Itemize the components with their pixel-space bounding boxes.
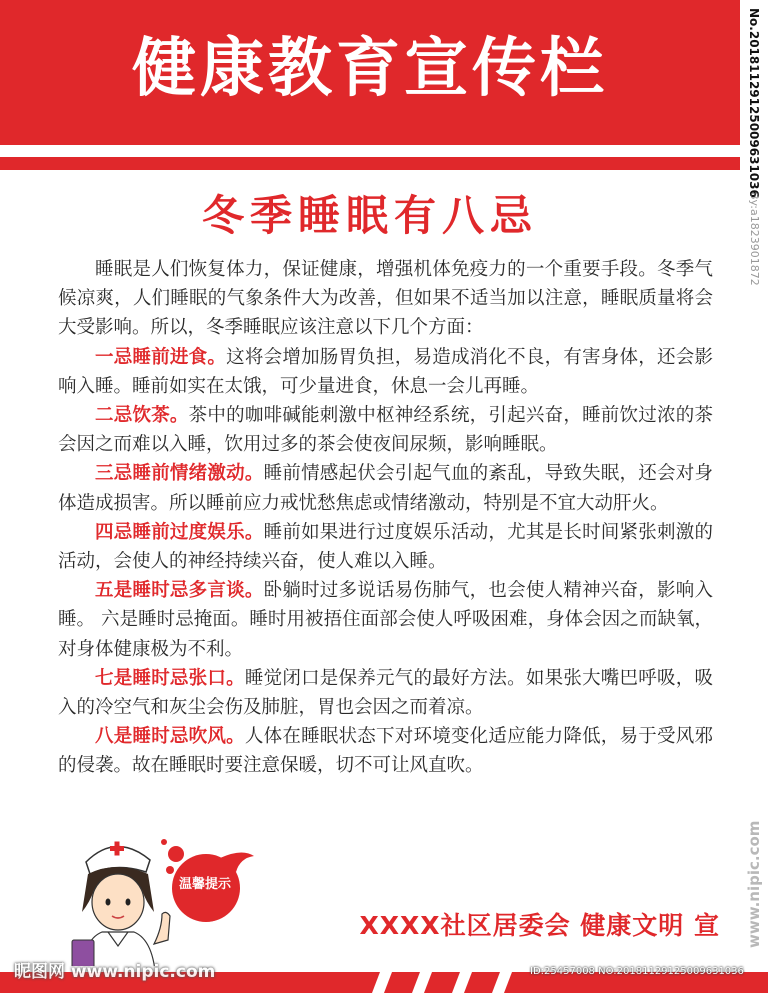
item-heading: 一忌睡前进食。 [95,346,227,368]
header-banner [0,0,740,145]
watermark-left: 昵图网 www.nipic.com [14,962,216,982]
list-item [58,459,713,517]
item-heading: 八是睡时忌吹风。 [95,726,245,748]
list-item [58,664,713,722]
item-heading: 七是睡时忌张口。 [95,667,245,689]
item-text: 这将会增加肠胃负担，易造成消化不良，有害身体，还会影响入睡。睡前如实在太饿，可少量进食，休息一会儿再睡。 [58,346,713,397]
item-text: 睡前如果进行过度娱乐活动，尤其是长时间紧张刺激的活动，会使人的神经持续兴奋，使人难以入睡。 [58,521,713,573]
side-image-code: No.20181129125009631036 [747,8,761,198]
article-body [58,255,713,781]
intro-paragraph: 睡眠是人们恢复体力，保证健康，增强机体免疫力的一个重要手段。冬季气候凉爽，人们睡眠的气象条件大为改善，但如果不适当加以注意，睡眠质量将会大受影响。所以，冬季睡眠应该注意以下几个方面： [58,259,713,339]
item-text: 睡觉闭口是保养元气的最好方法。如果张大嘴巴呼吸，吸入的冷空气和灰尘会伤及肺脏，胃也会因之而着凉。 [58,667,713,719]
footer-signature: XXXX社区居委会 健康文明 宣 [359,911,720,940]
item-heading: 二忌饮茶。 [95,405,189,427]
item-heading: 三忌睡前情绪激动。 [95,463,264,485]
list-item [58,722,713,780]
page-title: 健康教育宣传栏 [132,32,608,106]
item-heading: 四忌睡前过度娱乐。 [95,521,264,543]
item-text: 茶中的咖啡碱能刺激中枢神经系统，引起兴奋，睡前饮过浓的茶会因之而难以入睡，饮用过多的茶会使夜间尿频，影响睡眠。 [58,405,713,456]
list-item [58,401,713,459]
side-author: By:a1823901872 [748,192,761,286]
list-item [58,576,713,664]
tips-badge: 温馨提示 [178,877,231,892]
item-text: 睡前情感起伏会引起气血的紊乱，导致失眠，还会对身体造成损害。所以睡前应力戒忧愁焦虑或情绪激动，特别是不宜大动肝火。 [58,463,713,514]
article-title: 冬季睡眠有八忌 [201,191,538,240]
list-item [58,343,713,401]
watermark-right: ID:25457008 NO:20181129125009631036 [530,966,744,977]
header-divider [0,157,740,170]
side-watermark: www.nipic.com [745,820,763,948]
item-text: 卧躺时过多说话易伤肺气，也会使人精神兴奋，影响入睡。 六是睡时忌掩面。睡时用被捂住面部会使人呼吸困难，身体会因之而缺氧，对身体健康极为不利。 [58,580,713,660]
item-heading: 五是睡时忌多言谈。 [95,580,264,602]
item-text: 人体在睡眠状态下对环境变化适应能力降低，易于受风邪的侵袭。故在睡眠时要注意保暖，切不可让风直吹。 [58,726,713,777]
list-item [58,518,713,576]
